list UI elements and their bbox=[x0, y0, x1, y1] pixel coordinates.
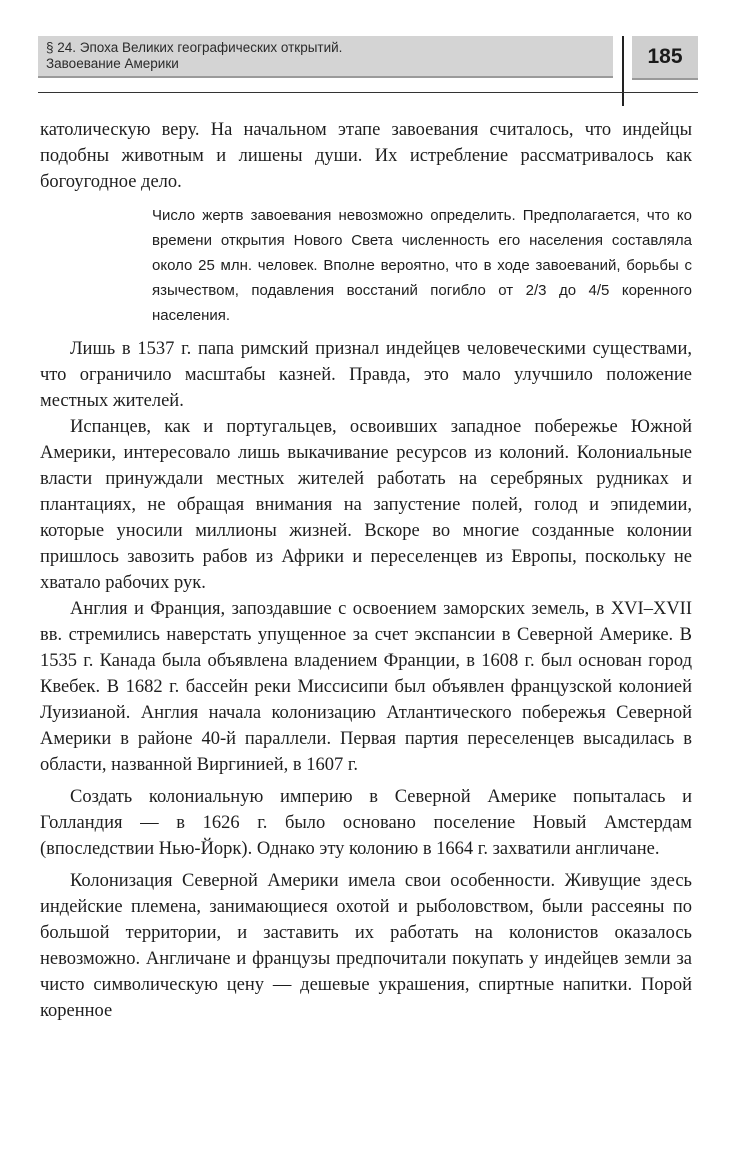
paragraph-3: Испанцев, как и португальцев, освоивших западное побережье Южной Америки, интересовало лишь выкачивание ресурсов из колоний. Колониальные власти принуждали местных жителей работать на серебряных рудниках и плантациях, не обращая внимания на запустение полей, голод и эпидемии, которые уносили миллионы жизней. Вскоре во многие созданные колонии пришлось завозить рабов из Африки и переселенцев из Европы, поскольку не хватало рабочих рук. bbox=[40, 417, 692, 593]
paragraph-5: Создать колониальную империю в Северной Америке попыталась и Голландия — в 1626 г. было основано поселение Новый Амстердам (впоследствии Нью-Йорк). Однако эту колонию в 1664 г. захватили англичане. bbox=[40, 787, 692, 859]
paragraph-1: католическую веру. На начальном этапе завоевания считалось, что индейцы подобны животным и лишены души. Их истребление рассматривалось как богоугодное дело. bbox=[40, 120, 692, 192]
header-vertical-rule bbox=[622, 36, 624, 106]
section-title-line-1: § 24. Эпоха Великих географических открытий. bbox=[46, 40, 343, 55]
header-divider bbox=[38, 92, 698, 93]
page-number: 185 bbox=[632, 36, 698, 80]
section-title-line-2: Завоевание Америки bbox=[46, 56, 179, 71]
paragraph-2: Лишь в 1537 г. папа римский признал индейцев человеческими существами, что ограничило масштабы казней. Правда, это мало улучшило положение местных жителей. bbox=[40, 339, 692, 411]
running-header bbox=[46, 40, 342, 72]
paragraph-4: Англия и Франция, запоздавшие с освоением заморских земель, в XVI–XVII вв. стремились наверстать упущенное за счет экспансии в Северной Америке. В 1535 г. Канада была объявлена владением Франции, в 1608 г. был основан город Квебек. В 1682 г. бассейн реки Миссисипи был объявлен французской колонией Луизианой. Англия начала колонизацию Атлантического побережья Северной Америки в районе 40-й параллели. Первая партия переселенцев высадилась в области, названной Виргинией, в 1607 г. bbox=[40, 599, 692, 775]
paragraph-6: Колонизация Северной Америки имела свои особенности. Живущие здесь индейские племена, занимающиеся охотой и рыболовством, были рассеяны по большой территории, и заставить их работать на колонистов оказалось невозможно. Англичане и французы предпочитали покупать у индейцев земли за чисто символическую цену — дешевые украшения, спиртные напитки. Порой коренное bbox=[40, 871, 692, 1021]
page-body bbox=[40, 117, 692, 1024]
side-note: Число жертв завоевания невозможно определить. Предполагается, что ко времени открытия Нового Света численность его населения составляла около 25 млн. человек. Вполне вероятно, что в ходе завоеваний, борьбы с язычеством, подавления восстаний погибло от 2/3 до 4/5 коренного населения. bbox=[152, 207, 692, 324]
